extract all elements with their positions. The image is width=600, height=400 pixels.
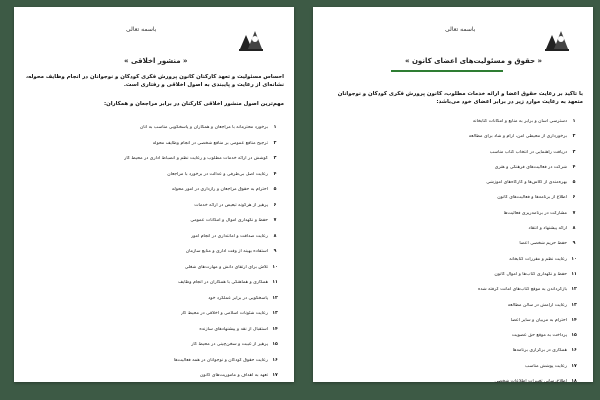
- item-number: ۳: [273, 156, 277, 161]
- item-text: تلاش برای ارتقای دانش و مهارت‌های شغلی: [184, 264, 268, 270]
- list-item: [28, 203, 282, 219]
- item-list: [327, 119, 581, 394]
- item-text: رعایت حقوق کودکان و نوجوانان در همه فعالیت‌ها: [173, 357, 268, 363]
- list-item: [28, 249, 282, 265]
- item-number: ۷: [273, 218, 277, 223]
- list-item: [28, 218, 282, 234]
- list-item: [327, 226, 581, 241]
- item-number: ۱۱: [272, 280, 278, 285]
- list-item: [327, 272, 581, 287]
- item-text: رعایت اصل بی‌طرفی و عدالت در برخورد با مراجعان: [167, 171, 268, 177]
- item-number: ۵: [273, 187, 277, 192]
- item-text: رعایت نظم و مقررات کتابخانه: [509, 256, 567, 262]
- item-number: ۱: [273, 125, 277, 130]
- item-number: ۱۲: [272, 295, 278, 301]
- list-item: [28, 373, 282, 389]
- item-number: ۱۷: [272, 373, 278, 378]
- list-item: [327, 165, 581, 180]
- item-text: پرداخت به موقع حق عضویت: [511, 333, 567, 339]
- item-text: پرهیز از غیبت و سخن‌چینی در محیط کار: [191, 342, 268, 347]
- item-text: رعایت صداقت و امانتداری در انجام امور: [190, 233, 268, 239]
- item-text: دریافت راهنمایی در انتخاب کتاب مناسب: [489, 149, 567, 155]
- item-number: ۱: [572, 119, 576, 124]
- item-text: احترام به حقوق مراجعان و رازداری در امور محوله: [171, 187, 268, 192]
- list-item: [28, 311, 282, 327]
- list-item: [28, 342, 282, 358]
- item-text: احترام به مربیان و سایر اعضا: [510, 317, 567, 323]
- item-number: ۱۰: [272, 264, 278, 270]
- title-underline: [391, 70, 503, 72]
- item-number: ۵: [572, 180, 576, 186]
- item-text: ترجیح منافع عمومی بر منافع شخصی در انجام وظایف محوله: [152, 140, 268, 146]
- list-item: [327, 180, 581, 195]
- item-text: پرهیز از هرگونه تبعیض در ارائه خدمات: [194, 202, 268, 208]
- item-number: ۴: [273, 171, 277, 177]
- item-number: ۹: [273, 249, 277, 254]
- list-item: [327, 303, 581, 318]
- item-text: استفاده بهینه از وقت اداری و منابع سازمان: [185, 249, 268, 254]
- item-number: ۶: [273, 202, 277, 208]
- list-item: [327, 150, 581, 165]
- item-number: ۸: [273, 233, 277, 239]
- intro-paragraph: احساس مسئولیت و تعهد کارکنان کانون پرورش فکری کودکان و نوجوانان در انجام وظایف محوله، نشانه‌ای از رعایت و پایبندی به اصول اخلاقی و رفتاری است.: [26, 74, 284, 88]
- list-item: [28, 234, 282, 250]
- list-item: [327, 257, 581, 272]
- item-text: ارائه پیشنهاد و انتقاد: [528, 226, 567, 232]
- list-item: [327, 211, 581, 226]
- item-number: ۲: [572, 134, 576, 140]
- list-item: [327, 333, 581, 348]
- item-text: شرکت در فعالیت‌های فرهنگی و هنری: [494, 164, 567, 170]
- item-number: ۱۸: [571, 379, 577, 385]
- list-item: [327, 287, 581, 302]
- item-number: ۲: [273, 140, 277, 146]
- list-item: [28, 141, 282, 157]
- item-text: رعایت شئونات اسلامی و اخلاقی در محیط کار: [180, 311, 268, 316]
- list-item: [28, 358, 282, 374]
- list-item: [327, 241, 581, 256]
- item-number: ۸: [572, 226, 576, 232]
- item-number: ۱۵: [571, 333, 577, 339]
- list-item: [28, 125, 282, 141]
- item-text: رعایت پوشش مناسب: [524, 363, 567, 369]
- item-text: حفظ حریم شخصی اعضا: [519, 241, 567, 247]
- item-text: حفظ و نگهداری کتاب‌ها و اموال کانون: [494, 271, 567, 277]
- list-item: [327, 364, 581, 379]
- item-text: حفظ و نگهداری اموال و امکانات عمومی: [190, 218, 268, 223]
- item-number: ۱۶: [272, 357, 278, 363]
- document-page-right: [313, 7, 593, 385]
- item-text: همکاری در برگزاری برنامه‌ها: [512, 348, 567, 354]
- list-item: [28, 296, 282, 312]
- item-text: اطلاع از برنامه‌ها و فعالیت‌های کانون: [497, 195, 567, 201]
- item-number: ۱۰: [571, 256, 577, 262]
- item-text: رعایت آرامش در سالن مطالعه: [507, 302, 567, 308]
- list-item: [327, 195, 581, 210]
- item-text: برخورداری از محیطی امن، آرام و شاد برای مطالعه: [468, 134, 567, 140]
- item-text: بهره‌مندی از کلاس‌ها و کارگاه‌های آموزشی: [486, 180, 567, 186]
- list-item: [327, 379, 581, 394]
- item-number: ۱۴: [571, 317, 577, 323]
- list-item: [28, 187, 282, 203]
- item-text: مشارکت در برنامه‌ریزی فعالیت‌ها: [503, 210, 567, 216]
- item-text: استقبال از نقد و پیشنهادهای سازنده: [199, 326, 268, 332]
- item-number: ۱۷: [571, 363, 577, 369]
- item-text: همکاری و هماهنگی با همکاران در انجام وظایف: [178, 280, 268, 285]
- item-list: [28, 125, 282, 389]
- item-number: ۹: [572, 241, 576, 247]
- item-number: ۱۳: [571, 302, 577, 308]
- item-text: کوشش در ارائه خدمات مطلوب و رعایت نظم و انضباط اداری در محیط کار: [124, 156, 268, 161]
- list-item: [327, 348, 581, 363]
- item-number: ۶: [572, 195, 576, 201]
- list-item: [28, 265, 282, 281]
- list-item: [327, 134, 581, 149]
- intro-paragraph: با تاکید بر رعایت حقوق اعضا و ارائه خدمات مطلوب، کانون پرورش فکری کودکان و نوجوانان متعهد به رعایت موارد زیر در برابر اعضای خود می‌باشد:: [337, 91, 583, 105]
- item-number: ۳: [572, 149, 576, 155]
- page-header: باسمه تعالی: [445, 26, 476, 33]
- page-header: باسمه تعالی: [126, 26, 157, 33]
- item-number: ۱۲: [571, 287, 577, 293]
- list-item: [327, 318, 581, 333]
- page-title: « منشور اخلاقی »: [124, 57, 188, 65]
- item-text: اطلاع‌رسانی تغییرات اطلاعات شخصی: [494, 379, 567, 385]
- item-number: ۱۳: [272, 311, 278, 316]
- list-item: [28, 172, 282, 188]
- list-item: [327, 119, 581, 134]
- item-text: پاسخگویی در برابر عملکرد خود: [208, 295, 268, 301]
- item-number: ۴: [572, 164, 576, 170]
- document-page-left: [14, 7, 294, 382]
- intro-subheading: مهم‌ترین اصول منشور اخلاقی کارکنان در برابر مراجعان و همکاران:: [103, 101, 284, 107]
- item-text: برخورد محترمانه با مراجعان و همکاران و پاسخگویی مناسب به آنان: [139, 125, 268, 130]
- institution-logo-icon: [236, 27, 266, 53]
- list-item: [28, 327, 282, 343]
- item-text: دسترسی آسان و برابر به منابع و امکانات کتابخانه: [472, 119, 567, 124]
- item-number: ۱۱: [571, 271, 577, 277]
- item-number: ۱۴: [272, 326, 278, 332]
- item-number: ۱۵: [272, 342, 278, 347]
- page-title: « حقوق و مسئولیت‌های اعضای کانون »: [405, 57, 543, 65]
- item-text: بازگرداندن به موقع کتاب‌های امانت گرفته شده: [477, 287, 567, 293]
- list-item: [28, 156, 282, 172]
- list-item: [28, 280, 282, 296]
- item-number: ۱۶: [571, 348, 577, 354]
- item-number: ۷: [572, 210, 576, 216]
- institution-logo-icon: [542, 27, 572, 53]
- item-text: تعهد به اهداف و ماموریت‌های کانون: [199, 373, 268, 378]
